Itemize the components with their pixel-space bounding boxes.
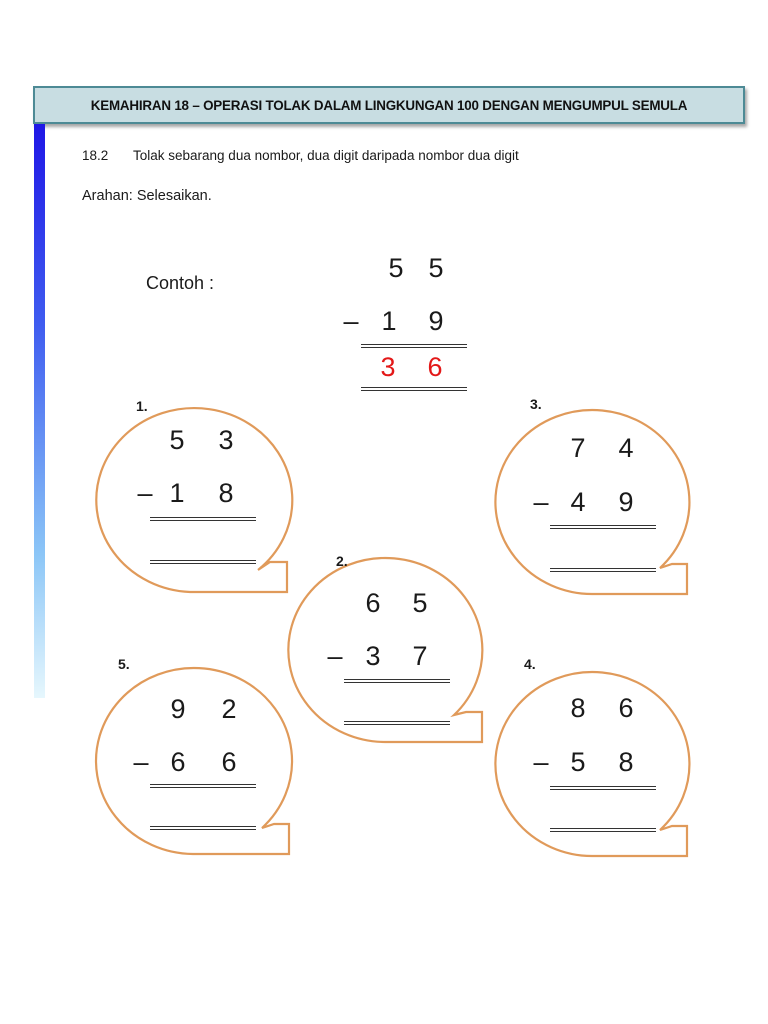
- instruction-text: Arahan: Selesaikan.: [82, 188, 212, 204]
- question-5-answer-line[interactable]: [150, 826, 256, 830]
- example-answer-tens: 3: [380, 352, 396, 382]
- question-1-answer-line[interactable]: [150, 560, 256, 564]
- question-4-top-ones: 6: [618, 693, 634, 723]
- question-2-bottom-tens: 3: [365, 641, 381, 671]
- question-1-operator: –: [137, 478, 153, 508]
- question-5-top-ones: 2: [221, 694, 237, 724]
- example-sum-line: [361, 344, 467, 348]
- question-4-answer-line[interactable]: [550, 828, 656, 832]
- question-3-top-tens: 7: [570, 433, 586, 463]
- example-answer-ones: 6: [427, 352, 443, 382]
- example-top-tens: 5: [388, 253, 404, 283]
- question-2-operator: –: [327, 641, 343, 671]
- question-3-bottom-tens: 4: [570, 487, 586, 517]
- question-2-sum-line: [344, 679, 450, 683]
- bubble-3: [495, 410, 689, 594]
- question-4-sum-line: [550, 786, 656, 790]
- question-2-answer-line[interactable]: [344, 721, 450, 725]
- question-3-top-ones: 4: [618, 433, 634, 463]
- question-2-label: 2.: [336, 553, 348, 569]
- question-1-bottom-ones: 8: [218, 478, 234, 508]
- question-5-bottom-tens: 6: [170, 747, 186, 777]
- question-3-answer-line[interactable]: [550, 568, 656, 572]
- question-1-top-tens: 5: [169, 425, 185, 455]
- question-1-bottom-tens: 1: [169, 478, 185, 508]
- question-3-label: 3.: [530, 396, 542, 412]
- example-answer-line: [361, 387, 467, 391]
- example-bottom-ones: 9: [428, 306, 444, 336]
- question-3-bottom-ones: 9: [618, 487, 634, 517]
- question-3-operator: –: [533, 487, 549, 517]
- bubble-1: [96, 408, 292, 592]
- question-5-bottom-ones: 6: [221, 747, 237, 777]
- question-5-top-tens: 9: [170, 694, 186, 724]
- question-4-bottom-ones: 8: [618, 747, 634, 777]
- bubble-2: [288, 558, 482, 742]
- question-5-sum-line: [150, 784, 256, 788]
- example-top-ones: 5: [428, 253, 444, 283]
- question-4-top-tens: 8: [570, 693, 586, 723]
- topic-text: Tolak sebarang dua nombor, dua digit daripada nombor dua digit: [133, 148, 519, 163]
- topic-number: 18.2: [82, 148, 109, 163]
- question-5-label: 5.: [118, 656, 130, 672]
- question-1-label: 1.: [136, 398, 148, 414]
- question-2-top-ones: 5: [412, 588, 428, 618]
- question-5-operator: –: [133, 747, 149, 777]
- question-3-sum-line: [550, 525, 656, 529]
- question-2-bottom-ones: 7: [412, 641, 428, 671]
- question-2-top-tens: 6: [365, 588, 381, 618]
- question-1-sum-line: [150, 517, 256, 521]
- example-label: Contoh :: [146, 273, 215, 293]
- header-title: KEMAHIRAN 18 – OPERASI TOLAK DALAM LINGKUNGAN 100 DENGAN MENGUMPUL SEMULA: [90, 97, 688, 113]
- example-operator: –: [343, 306, 359, 336]
- question-4-operator: –: [533, 747, 549, 777]
- example-bottom-tens: 1: [381, 306, 397, 336]
- question-4-label: 4.: [524, 656, 536, 672]
- question-1-top-ones: 3: [218, 425, 234, 455]
- question-4-bottom-tens: 5: [570, 747, 586, 777]
